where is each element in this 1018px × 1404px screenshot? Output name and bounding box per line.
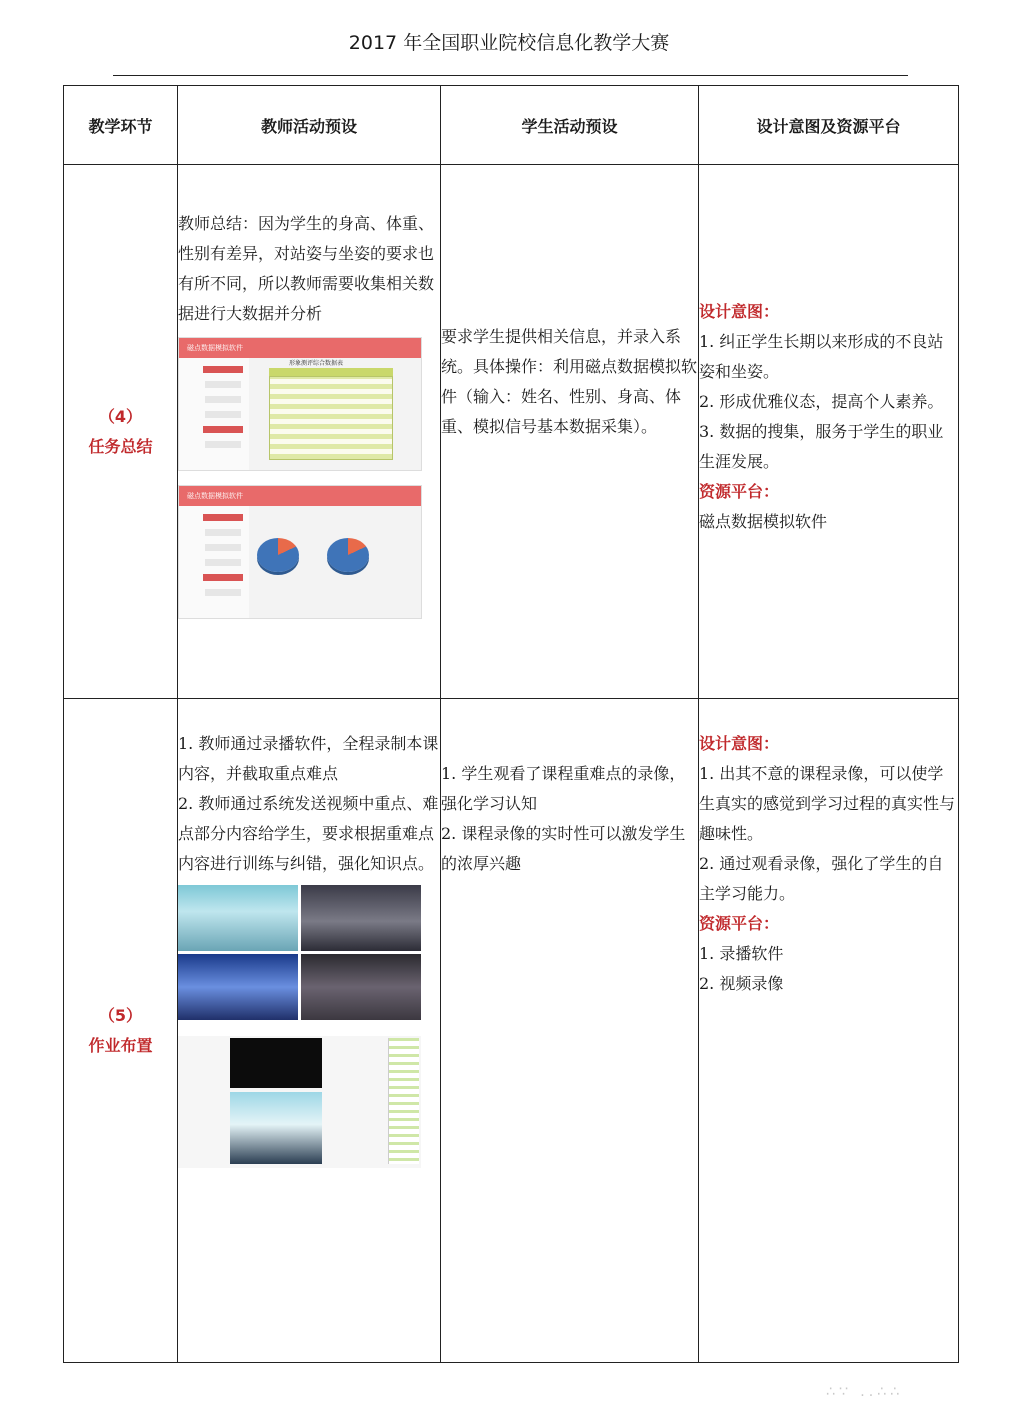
design-item: 2. 形成优雅仪态，提高个人素养。 <box>699 391 944 411</box>
design-item: 1. 纠正学生长期以来形成的不良站姿和坐姿。 <box>699 331 944 381</box>
software-screenshot-charts <box>178 485 422 619</box>
stage-number: （5） <box>98 1005 143 1025</box>
video-preview <box>230 1038 322 1088</box>
teacher-item: 2. 教师通过系统发送视频中重点、难点部分内容给学生，要求根据重难点内容进行训练与纠错，强化知识点。 <box>178 794 439 873</box>
teacher-activity-cell <box>178 165 441 699</box>
design-intent-label: 设计意图： <box>699 734 780 753</box>
resource-item: 2. 视频录像 <box>699 974 784 993</box>
pie-chart-icon <box>327 538 369 572</box>
resource-platform-label: 资源平台： <box>699 914 780 933</box>
design-item: 2. 通过观看录像，强化了学生的自主学习能力。 <box>699 854 944 903</box>
student-item: 2. 课程录像的实时性可以激发学生的浓厚兴趣 <box>441 824 686 873</box>
classroom-photo <box>301 885 421 951</box>
design-intent-label: 设计意图： <box>699 301 780 321</box>
lesson-plan-table <box>63 85 959 1363</box>
pie-chart-icon <box>257 538 299 572</box>
student-activity-cell <box>441 699 699 1363</box>
screenshot-table-head <box>269 368 393 376</box>
teacher-summary: 教师总结：因为学生的身高、体重、性别有差异，对站姿与坐姿的要求也有所不同，所以教师需要收集相关数据进行大数据并分析 <box>178 214 435 323</box>
screenshot-title-bar: 磁点数据模拟软件 <box>179 338 421 358</box>
stage-name: 任务总结 <box>88 436 153 456</box>
column-header: 设计意图及资源平台 <box>699 86 959 165</box>
watermark: ∴∵ ..∴∴ <box>826 1384 903 1400</box>
page-title: 2017 年全国职业院校信息化教学大赛 <box>348 32 670 54</box>
student-activity-cell <box>441 165 699 699</box>
stage-name: 作业布置 <box>88 1035 153 1055</box>
student-item: 1. 学生观看了课程重难点的录像，强化学习认知 <box>441 764 686 813</box>
screenshot-title-bar: 磁点数据模拟软件 <box>179 486 421 506</box>
table-row <box>64 699 959 1363</box>
design-resource-cell <box>699 165 959 699</box>
table-header-row <box>64 86 959 165</box>
teacher-item: 1. 教师通过录播软件，全程录制本课内容，并截取重点难点 <box>178 734 439 783</box>
stage-cell <box>64 699 178 1363</box>
screenshot-data-grid <box>269 376 393 460</box>
classroom-photos <box>178 885 421 1020</box>
video-preview <box>230 1092 322 1164</box>
resource-item: 磁点数据模拟软件 <box>699 511 828 531</box>
file-tree-panel <box>388 1038 419 1164</box>
screenshot-table-title: 形象测评综合数据表 <box>289 360 344 367</box>
recording-software-screenshot <box>178 1036 421 1168</box>
table-row <box>64 165 959 699</box>
stage-cell <box>64 165 178 699</box>
classroom-photo <box>301 954 421 1020</box>
design-item: 1. 出其不意的课程录像，可以使学生真实的感觉到学习过程的真实性与趣味性。 <box>699 764 956 843</box>
screenshot-sidebar <box>179 506 249 618</box>
column-header: 教学环节 <box>64 86 178 165</box>
teacher-activity-cell <box>178 699 441 1363</box>
design-item: 3. 数据的搜集，服务于学生的职业生涯发展。 <box>699 421 944 471</box>
stage-number: （4） <box>98 406 143 426</box>
design-resource-cell <box>699 699 959 1363</box>
column-header: 教师活动预设 <box>178 86 441 165</box>
screenshot-sidebar <box>179 358 249 470</box>
resource-item: 1. 录播软件 <box>699 944 784 963</box>
classroom-photo <box>178 885 298 951</box>
header-rule <box>113 75 908 76</box>
student-activity-text: 要求学生提供相关信息，并录入系统。具体操作：利用磁点数据模拟软件（输入：姓名、性别、身高、体重、模拟信号基本数据采集）。 <box>441 326 698 436</box>
column-header: 学生活动预设 <box>441 86 699 165</box>
software-screenshot-table <box>178 337 422 471</box>
resource-platform-label: 资源平台： <box>699 481 780 501</box>
classroom-photo <box>178 954 298 1020</box>
